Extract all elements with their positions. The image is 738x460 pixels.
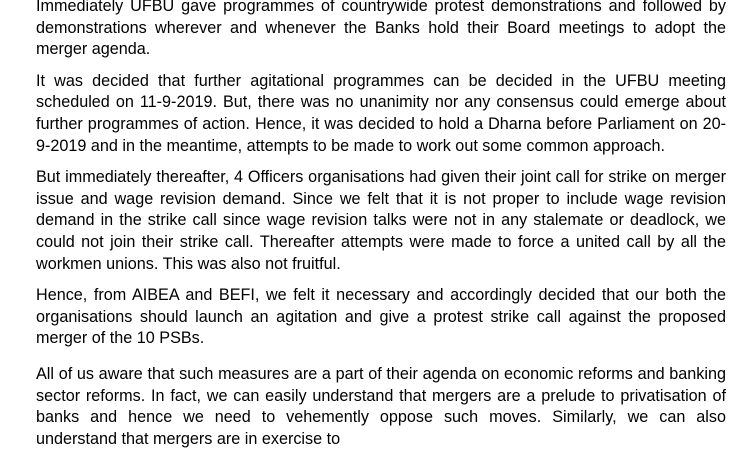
paragraph-5: All of us aware that such measures are a part of their agenda on economic reforms and banking sector reforms. In fact, we can easily understand that mergers are a prelude to privatisation of banks and hence we need to vehemently oppose such moves. Similarly, we can also understand that mergers are in exercise to (36, 364, 726, 448)
paragraph-2: It was decided that further agitational programmes can be decided in the UFBU meeting scheduled on 11-9-2019. But, there was no unanimity nor any consensus could emerge about further programmes of action. Hence, it was decided to hold a Dharna before Parliament on 20-9-2019 and in the meantime, attempts to be made to work out some common approach. (36, 71, 726, 155)
paragraph-1: Immediately UFBU gave programmes of countrywide protest demonstrations and followed by demonstrations wherever and whenever the Banks hold their Board meetings to adopt the merger agenda. (36, 0, 726, 59)
paragraph-4: Hence, from AIBEA and BEFI, we felt it necessary and accordingly decided that our both the organisations should launch an agitation and give a protest strike call against the proposed merger of the 10 PSBs. (36, 286, 726, 348)
paragraph-3: But immediately thereafter, 4 Officers organisations had given their joint call for strike on merger issue and wage revision demand. Since we felt that it is not proper to include wage revision demand in the strike call since wage revision talks were not in any stalemate or deadlock, we could not join their strike call. Thereafter attempts were made to force a united call by all the workmen unions. This was also not fruitful. (36, 168, 726, 273)
document-page (36, 0, 726, 460)
